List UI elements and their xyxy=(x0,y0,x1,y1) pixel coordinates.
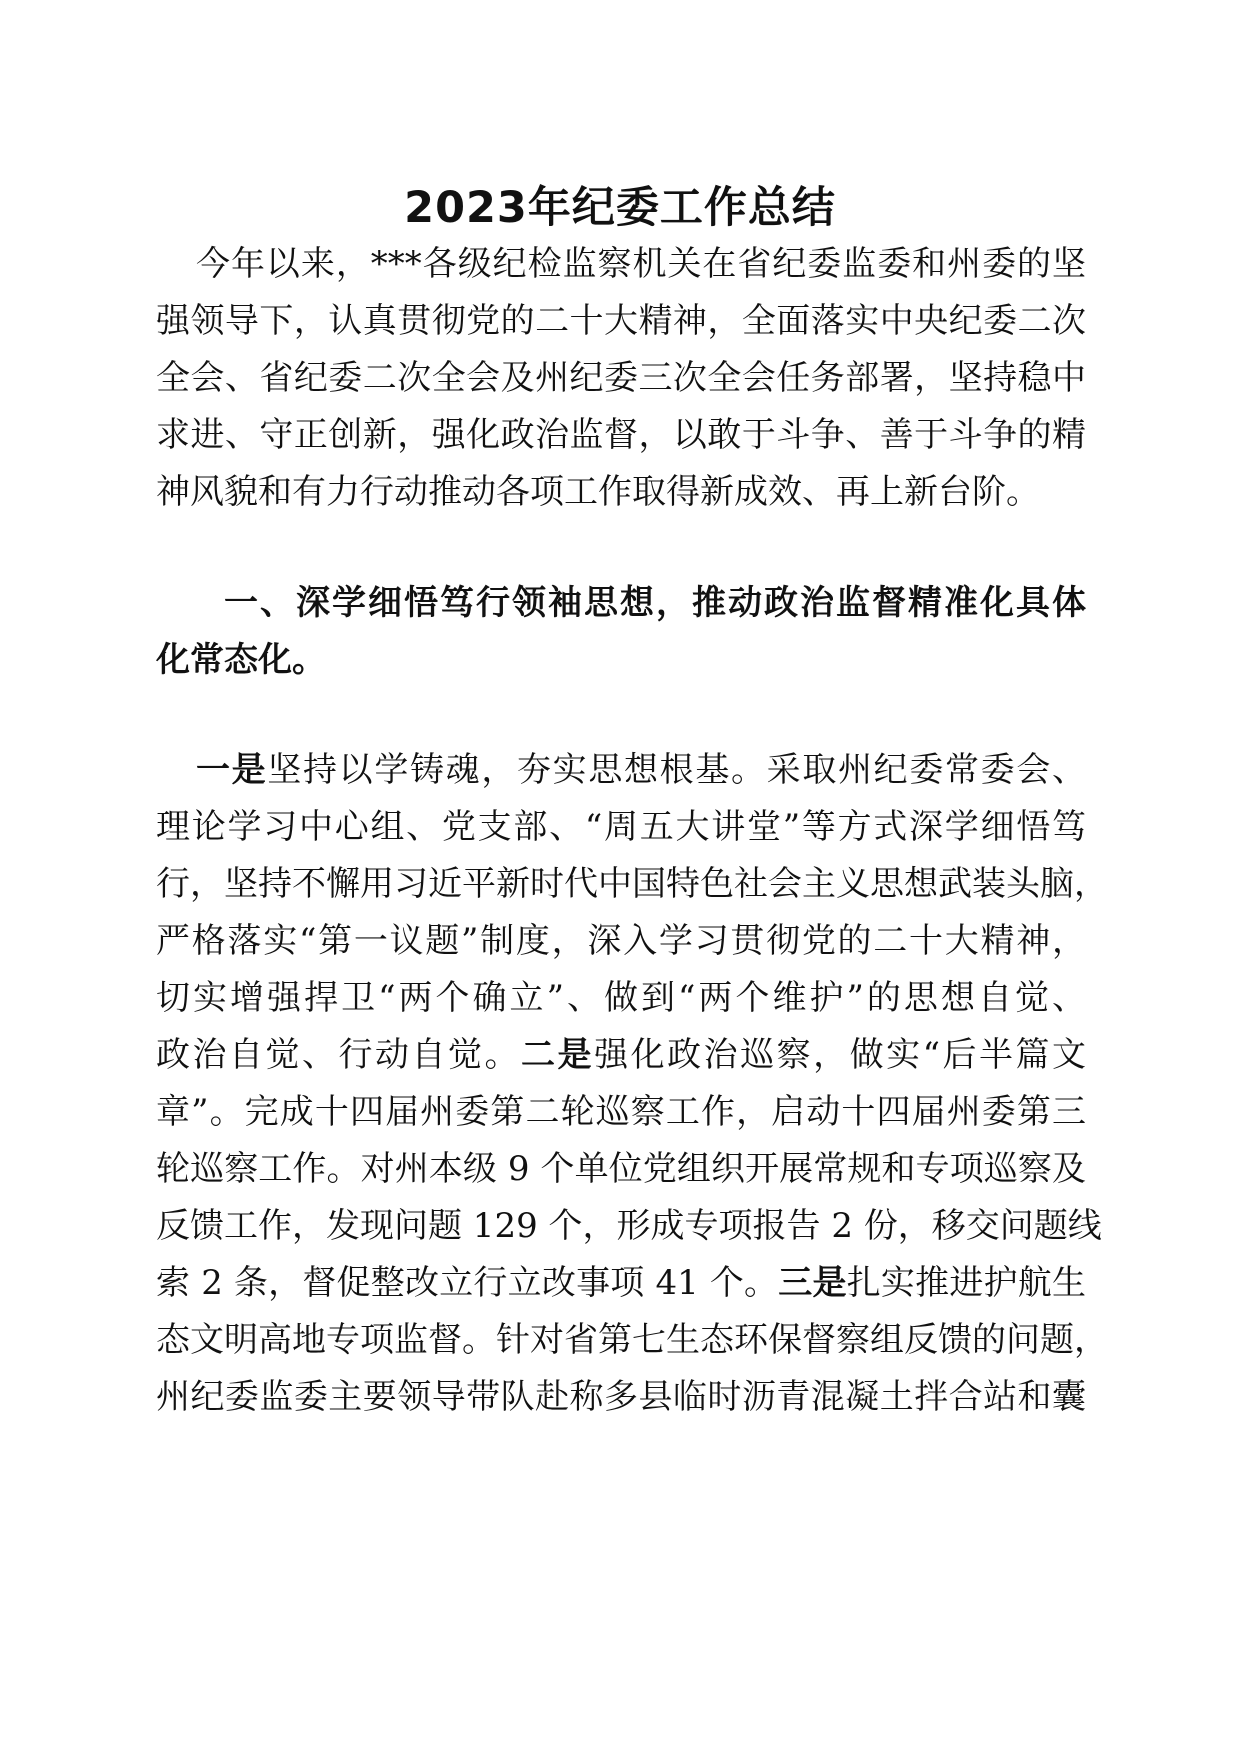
point-1-text: 坚持以学铸魂，夯实思想根基。采取州纪委常委会、 xyxy=(267,750,1087,790)
section-1-body-line-2: 理论学习中心组、党支部、“周五大讲堂”等方式深学细悟笃 xyxy=(156,807,1086,847)
point-2-end-text: 索 2 条，督促整改立行立改事项 41 个。 xyxy=(156,1263,779,1303)
section-1-body-line-5: 切实增强捍卫“两个确立”、做到“两个维护”的思想自觉、 xyxy=(156,978,1086,1018)
section-1-heading-line-2: 化常态化。 xyxy=(156,640,326,680)
section-1-body-line-3: 行，坚持不懈用习近平新时代中国特色社会主义思想武装头脑， xyxy=(156,864,1108,904)
section-1-body-line-9: 反馈工作，发现问题 129 个，形成专项报告 2 份，移交问题线 xyxy=(156,1206,1102,1246)
point-1-lead: 一是 xyxy=(196,750,268,790)
point-2-text: 强化政治巡察，做实“后半篇文 xyxy=(594,1035,1087,1075)
intro-line-4: 求进、守正创新，强化政治监督，以敢于斗争、善于斗争的精 xyxy=(156,415,1086,455)
intro-line-5: 神风貌和有力行动推动各项工作取得新成效、再上新台阶。 xyxy=(156,472,1040,512)
point-1-end-text: 政治自觉、行动自觉。 xyxy=(156,1035,522,1075)
point-3-text: 扎实推进护航生 xyxy=(846,1263,1087,1303)
section-1-heading-line-1: 一、深学细悟笃行领袖思想，推动政治监督精准化具体 xyxy=(224,583,1086,623)
intro-line-1: 今年以来，***各级纪检监察机关在省纪委监委和州委的坚 xyxy=(196,244,1086,284)
section-1-body-line-12: 州纪委监委主要领导带队赴称多县临时沥青混凝土拌合站和囊 xyxy=(156,1377,1086,1417)
point-3-lead: 三是 xyxy=(778,1263,847,1303)
intro-line-2: 强领导下，认真贯彻党的二十大精神，全面落实中央纪委二次 xyxy=(156,301,1086,341)
section-1-body-line-6 xyxy=(156,1029,1086,1081)
document-title: 2023年纪委工作总结 xyxy=(404,183,836,233)
section-1-body-line-10 xyxy=(156,1257,1086,1309)
section-1-body-line-1 xyxy=(156,744,1086,796)
section-1-body-line-11: 态文明高地专项监督。针对省第七生态环保督察组反馈的问题， xyxy=(156,1320,1108,1360)
point-2-lead: 二是 xyxy=(521,1035,595,1075)
intro-line-3: 全会、省纪委二次全会及州纪委三次全会任务部署，坚持稳中 xyxy=(156,358,1086,398)
section-1-body-line-4: 严格落实“第一议题”制度，深入学习贯彻党的二十大精神， xyxy=(156,921,1086,961)
section-1-body-line-8: 轮巡察工作。对州本级 9 个单位党组织开展常规和专项巡察及 xyxy=(156,1149,1086,1189)
section-1-body-line-7: 章”。完成十四届州委第二轮巡察工作，启动十四届州委第三 xyxy=(156,1092,1086,1132)
